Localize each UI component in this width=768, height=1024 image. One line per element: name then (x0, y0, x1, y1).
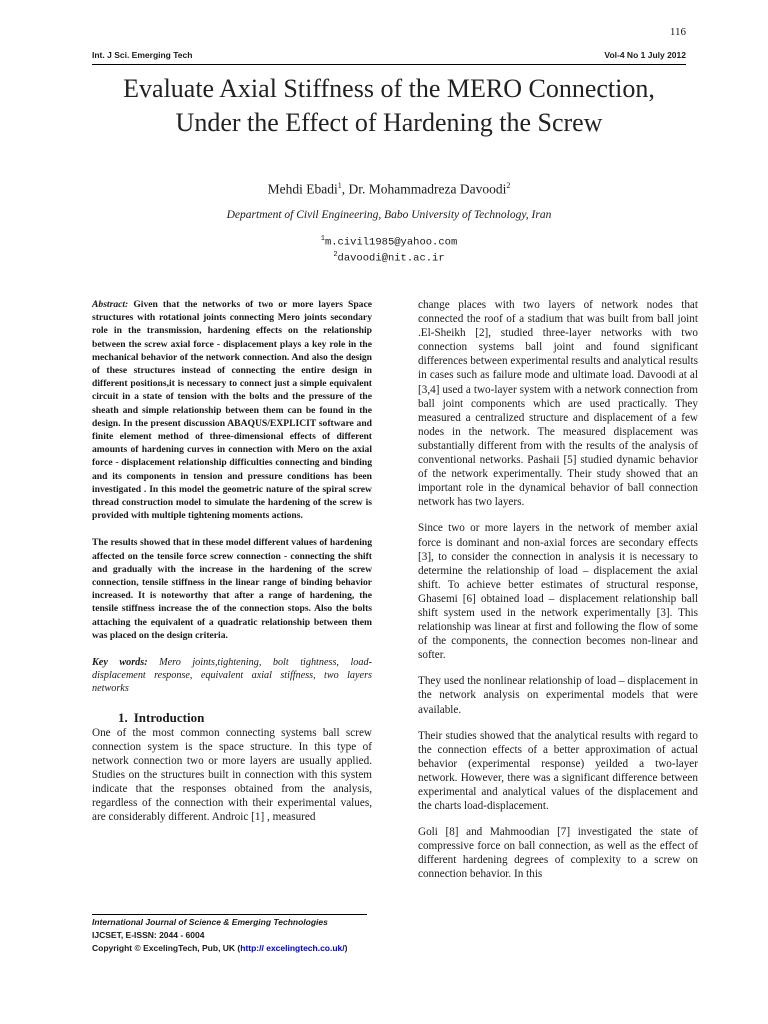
introduction-heading (92, 710, 372, 726)
left-column (92, 298, 372, 824)
author-1-superscript: 1 (337, 181, 342, 190)
author-line (92, 181, 686, 198)
volume-info: Vol-4 No 1 July 2012 (604, 50, 686, 60)
email-2-superscript: 2 (333, 251, 338, 259)
abstract-paragraph (92, 298, 372, 522)
publisher-link[interactable]: http:// excelingtech.co.uk/ (240, 943, 345, 953)
page-number: 116 (669, 26, 686, 38)
keywords-text: Mero joints,tightening, bolt tightness, load-displacement response, equivalent axial stiffness, two layers networks (92, 657, 372, 695)
journal-footer (92, 914, 367, 955)
author-1-name: Mehdi Ebadi (267, 181, 338, 197)
keywords-label: Key words: (92, 657, 148, 669)
affiliation: Department of Civil Engineering, Babo University of Technology, Iran (226, 209, 552, 221)
right-paragraph-5: Goli [8] and Mahmoodian [7] investigated the state of compressive force on ball connection, as well as the effect of different hardening degrees of complexity to a screw on connection behavior. In this (418, 826, 698, 881)
section-title: Introduction (133, 709, 205, 725)
email-2 (92, 251, 686, 265)
author-separator: , (341, 181, 349, 197)
abstract-label: Abstract: (92, 299, 129, 310)
footer-divider (92, 914, 367, 915)
footer-issn: IJCSET, E-ISSN: 2044 - 6004 (92, 930, 205, 940)
running-header (92, 50, 686, 65)
section-number: 1. (118, 709, 128, 725)
right-paragraph-2: Since two or more layers in the network of member axial force is dominant and non-axial forces are secondary effects [3], to consider the connection in analysis it is necessary to determine the relationship of load – displacement the axial shift. To achieve better estimates of structural response, Ghasemi [6] obtained load – displacement relationship ball shift system used in the network experimentally [3]. This relationship was linear at first and following the flow of some of the components, the connection becomes non-linear and softer. (418, 522, 698, 662)
copyright-suffix: ) (344, 943, 348, 953)
email-1-address: m.civil1985@yahoo.com (324, 236, 458, 249)
email-1 (92, 235, 686, 249)
footer-journal-name: International Journal of Science & Emerging Technologies (92, 917, 328, 927)
abstract-results-paragraph: The results showed that in these model different values of hardening affected on the tensile force screw connection - connecting the shift and gradually with the increase in the hardening of the screw connection, tensile stiffness in the linear range of binding behavior increased. It is noteworthy that after a range of hardening, the tensile stiffness increase the of the connection stops. Also the bolts attaching the equivalent of a quadratic relationship between them was placed on the design criteria. (92, 537, 372, 641)
journal-abbreviation: Int. J Sci. Emerging Tech (92, 50, 193, 60)
paper-title: Evaluate Axial Stiffness of the MERO Connection, Under the Effect of Hardening the Screw (123, 74, 655, 137)
right-paragraph-1: change places with two layers of network nodes that connected the roof of a stadium that was built from ball joint .El-Sheikh [2], studied three-layer networks with two connection systems ball joint and found significant differences between experimental results and analytical results in cases such as failure mode and ultimate load. Davoodi at al [3,4] used a two-layer system with a network connection from ball joint components which are used practically. They measured a centralized structure and displacement of a few nodes in the network. The measured displacement was substantially different from with the results of the analysis of conventional networks. Pashaii [5] studied dynamic behavior of the network experimentally. Their study showed that an important role in the dynamical behavior of ball connection network has two layers. (418, 299, 698, 509)
email-2-address: davoodi@nit.ac.ir (337, 252, 445, 265)
right-paragraph-3: They used the nonlinear relationship of load – displacement in the network analysis on experimental models that were available. (418, 675, 698, 716)
abstract-text: Given that the networks of two or more layers Space structures with rotational joints connecting Mero joints secondary role in the transmission, hardening effects on the relationship between the screw axial force - displacement plays a key role in the mechanical behavior of the network connection. And also the design of these structures instead of connecting the entire design in different positions,it is necessary to connect just a simple equivalent circuit in a state of tension with the bolts and the pressure of the sheath and simple relationship between them can be found in the design. In the present discussion ABAQUS/EXPLICIT software and finite element method of three-dimensional effects of different amounts of hardening curves in connection with Mero on the axial force - displacement relationship difficulties connecting and binding and its components in tension and pressure conditions has been investigated . In this model the geometric nature of the spiral screw thread construction model to simulate the hardening of the screw is provided with multiple tightening moments actions. (92, 299, 372, 522)
footer-copyright (92, 942, 367, 955)
copyright-prefix: Copyright © ExcelingTech, Pub, UK ( (92, 943, 241, 953)
author-2-name: Dr. Mohammadreza Davoodi (348, 181, 507, 197)
introduction-paragraph: One of the most common connecting systems ball screw connection system is the space structure. In this type of network connection two or more layers are usually applied. Studies on the structures built in connection with this system indicate that the responses obtained from the analysis, regardless of the connection with their experimental values, are considerably different. Androic [1] , measured (92, 726, 372, 824)
author-2-superscript: 2 (506, 181, 511, 190)
email-1-superscript: 1 (320, 235, 325, 243)
keywords-paragraph (92, 656, 372, 696)
right-column (418, 298, 698, 894)
right-paragraph-4: Their studies showed that the analytical results with regard to the connection effects of a better approximation of actual behavior (experimental response) yeilded a two-layer network. However, there was a significant difference between experimental and analytical values of the displacement and the charts load-displacement. (418, 729, 698, 813)
